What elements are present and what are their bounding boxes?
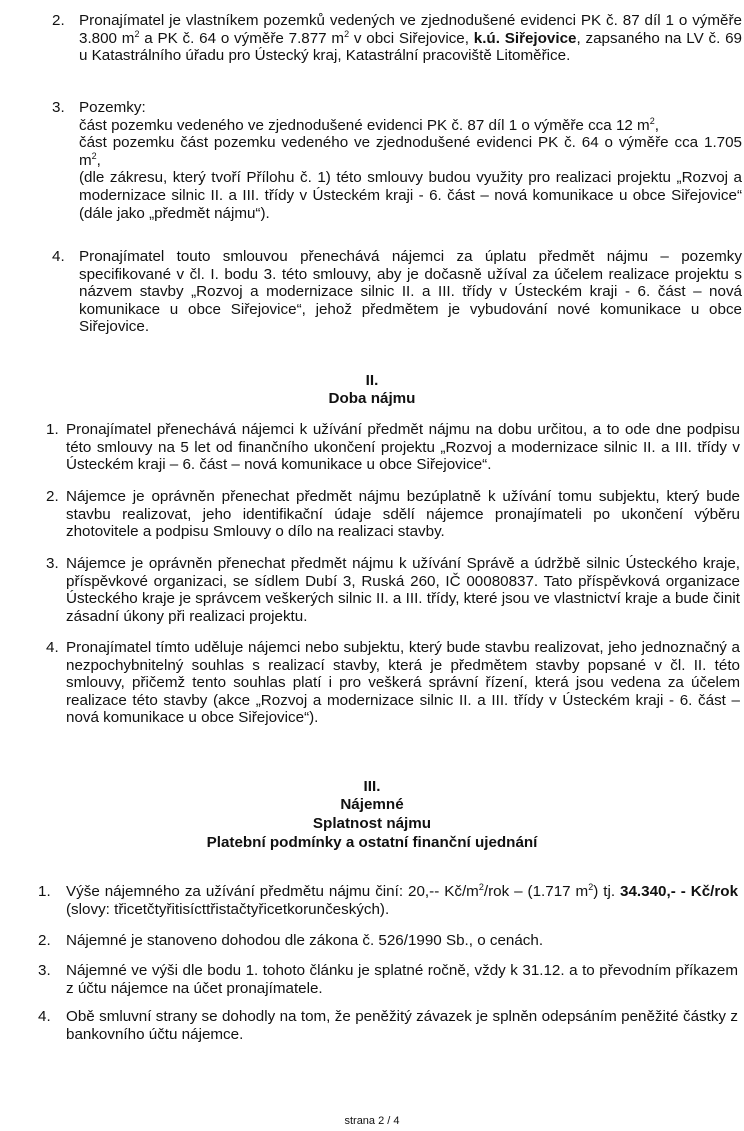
item-number: 2. [38,932,51,949]
item-text: Výše nájemného za užívání předmětu nájmu činí: 20,-- $Kč/m^2$/rok – (1.717 $m^2$) tj. 34.340,- - Kč/rok (slovy: třicetčtyřitisícttřistačtyřicetkorunčeských). [66,881,739,918]
section3-item-2 [38,932,738,950]
item-number: 2. [52,12,65,29]
item-number: 3. [46,555,59,572]
item-text: Nájemné ve výši dle bodu 1. tohoto článku je splatné ročně, vždy k 31.12. a to převodním příkazem z účtu nájemce na účet pronajímatele. [66,962,738,997]
section3-item-3 [38,962,738,997]
item-text: Obě smluvní strany se dohodly na tom, že peněžitý závazek je splněn odepsáním peněžité částky z bankovního účtu nájemce. [66,1008,738,1043]
item-text: Nájemce je oprávněn přenechat předmět nájmu k užívání Správě a údržbě silnic Ústeckého kraje, příspěvkové organizaci, se sídlem Dubí 3, Ruská 260, IČ 00080837. Tato příspěvková organizace Ústeckého kraje je správcem veškerých silnic II. a III. třídy, které jsou ve vlastnictví kraje a bude činit zásadní úkony při realizaci projektu. [66,555,740,625]
section3-title-1: Nájemné [340,796,404,813]
section3-title-2: Splatnost nájmu [312,815,432,832]
item-text: Pronajímatel touto smlouvou přenechává nájemci za úplatu předmět nájmu – pozemky specifikované v čl. I. bodu 3. této smlouvy, aby je dočasně užíval za účelem realizace projektu s názvem stavby „Rozvoj a modernizace silnic II. a III. třídy v Ústeckém kraji - 6. část – nová komunikace u obce Siřejovice“, jehož předmětem je vybudování nové komunikace u obce Siřejovice. [79,248,742,336]
item-text: Pronajímatel je vlastníkem pozemků vedených ve zjednodušené evidenci PK č. 87 díl 1 o výměře 3.800 $m^2$ a PK č. 64 o výměře 7.877 $m^2$ v obci Siřejovice, k.ú. Siřejovice, zapsaného na LV č. 69 u Katastrálního úřadu pro Ústecký kraj, Katastrální pracoviště Litoměřice. [79,12,742,65]
item-text: Pozemky: část pozemku vedeného ve zjednodušené evidenci PK č. 87 díl 1 o výměře cca 12 $m^2$, část pozemku část pozemku vedeného ve zjednodušené evidenci PK č. 64 o výměře cca 1.705 $m^2$, (dle zákresu, který tvoří Přílohu č. 1) této smlouvy budou využity pro realizaci projektu „Rozvoj a modernizace silnic II. a III. třídy v Ústeckém kraji - 6. část – nová komunikace u obce Siřejovice“ (dále jako „předmět nájmu“). [79,99,742,222]
item-number: 4. [52,248,65,265]
item-number: 1. [38,883,51,900]
section1-item-3 [52,99,742,222]
section2-title: Doba nájmu [328,390,416,407]
item-text: Nájemné je stanoveno dohodou dle zákona č. 526/1990 Sb., o cenách. [66,932,544,949]
section3-title-3: Platební podmínky a ostatní finanční ujednání [206,834,538,851]
section3-item-4 [38,1008,738,1043]
section2-item-4 [46,639,740,727]
section1-item-2 [52,12,742,65]
section2-item-1 [46,421,740,474]
section3-roman: III. [363,778,381,795]
item-number: 4. [46,639,59,656]
item-text: Nájemce je oprávněn přenechat předmět nájmu bezúplatně k užívání tomu subjektu, který bude stavbu realizovat, jeho identifikační údaje sdělí nájemce pronajímateli po ukončení výběru zhotovitele a podpisu Smlouvy o dílo na realizaci stavby. [66,488,740,541]
section1-item-4 [52,248,742,336]
item-number: 3. [38,962,51,979]
item-number: 2. [46,488,59,505]
item-text: Pronajímatel přenechává nájemci k užívání předmět nájmu na dobu určitou, a to ode dne podpisu této smlouvy na 5 let od finančního ukončení projektu „Rozvoj a modernizace silnic II. a III. třídy v Ústeckém kraji – 6. část – nová komunikace u obce Siřejovice“. [66,421,740,474]
item-number: 1. [46,421,59,438]
item-text: Pronajímatel tímto uděluje nájemci nebo subjektu, který bude stavbu realizovat, jeho jednoznačný a nezpochybnitelný souhlas s realizací stavby, která je předmětem stavby popsané v čl. II. této smlouvy, přičemž tento souhlas platí i pro veškerá správní řízení, která jsou vedena za účelem realizace této stavby (akce „Rozvoj a modernizace silnic II. a III. třídy v Ústeckém kraji - 6. část – nová komunikace u obce Siřejovice“). [66,639,740,727]
item-number: 4. [38,1008,51,1025]
section2-item-3 [46,555,740,625]
item-number: 3. [52,99,65,116]
page-footer: strana 2 / 4 [344,1115,400,1127]
section2-item-2 [46,488,740,541]
section2-roman: II. [365,372,379,389]
section3-item-1 [38,883,738,918]
